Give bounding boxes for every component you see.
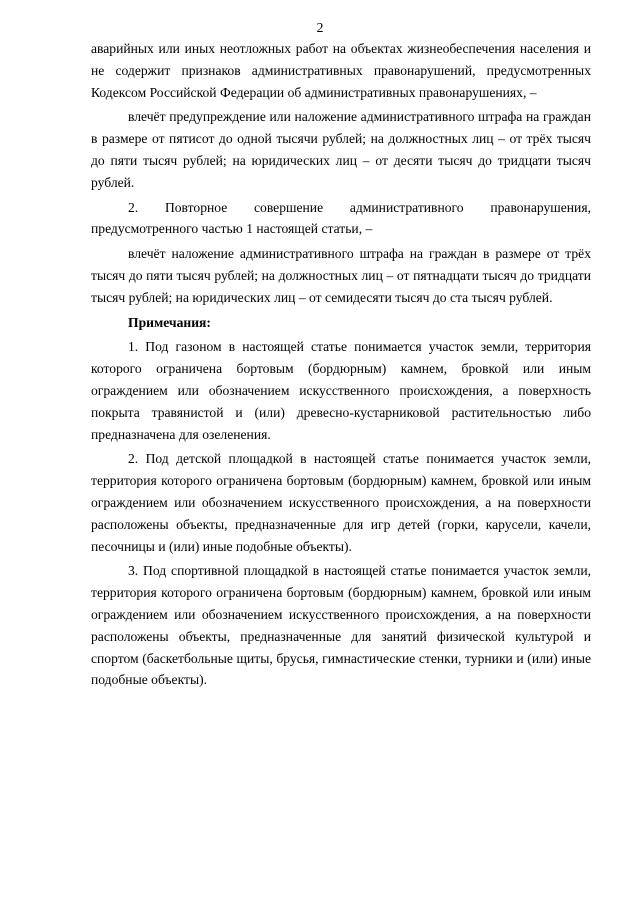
paragraph-continuation: аварийных или иных неотложных работ на объектах жизнеобеспечения населения и не содержит признаков административных правонарушений, предусмотренных Кодексом Российской Федерации об административных правонарушениях, –: [91, 41, 591, 100]
note-playground: 2. Под детской площадкой в настоящей статье понимается участок земли, территория которого ограничена бортовым (бордюрным) камнем, бровкой или иным ограждением или обозначением искусственного происхождения, а на поверхности расположены объекты, предназначенные для игр детей (горки, карусели, качели, песочницы и (или) иные подобные объекты).: [91, 451, 591, 554]
paragraph-penalty-2: влечёт наложение административного штрафа на граждан в размере от трёх тысяч до пяти тысяч рублей; на должностных лиц – от пятнадцати тысяч до тридцати тысяч рублей; на юридических лиц – от семидесяти тысяч до ста тысяч рублей.: [91, 246, 591, 305]
document-body: [91, 38, 591, 691]
page-number: 2: [316, 20, 324, 35]
note-lawn: 1. Под газоном в настоящей статье понимается участок земли, территория которого ограничена бортовым (бордюрным) камнем, бровкой или иным ограждением или обозначением искусственного происхождения, а поверхность покрыта травянистой и (или) древесно-кустарниковой растительностью либо предназначена для озеленения.: [91, 339, 591, 442]
note-sports-ground: 3. Под спортивной площадкой в настоящей статье понимается участок земли, территория которого ограничена бортовым (бордюрным) камнем, бровкой или иным ограждением или обозначением искусственного происхождения, а на поверхности расположены объекты, предназначенные для занятий физической культурой и спортом (баскетбольные щиты, брусья, гимнастические стенки, турники и (или) иные подобные объекты).: [91, 563, 591, 688]
paragraph-repeat-offense: 2. Повторное совершение административного правонарушения, предусмотренного частью 1 настоящей статьи, –: [91, 199, 591, 237]
paragraph-penalty-1: влечёт предупреждение или наложение административного штрафа на граждан в размере от пятисот до одной тысячи рублей; на должностных лиц – от трёх тысяч до пяти тысяч рублей; на юридических лиц – от десяти тысяч до тридцати тысяч рублей.: [91, 109, 591, 190]
notes-heading: Примечания:: [128, 314, 211, 330]
